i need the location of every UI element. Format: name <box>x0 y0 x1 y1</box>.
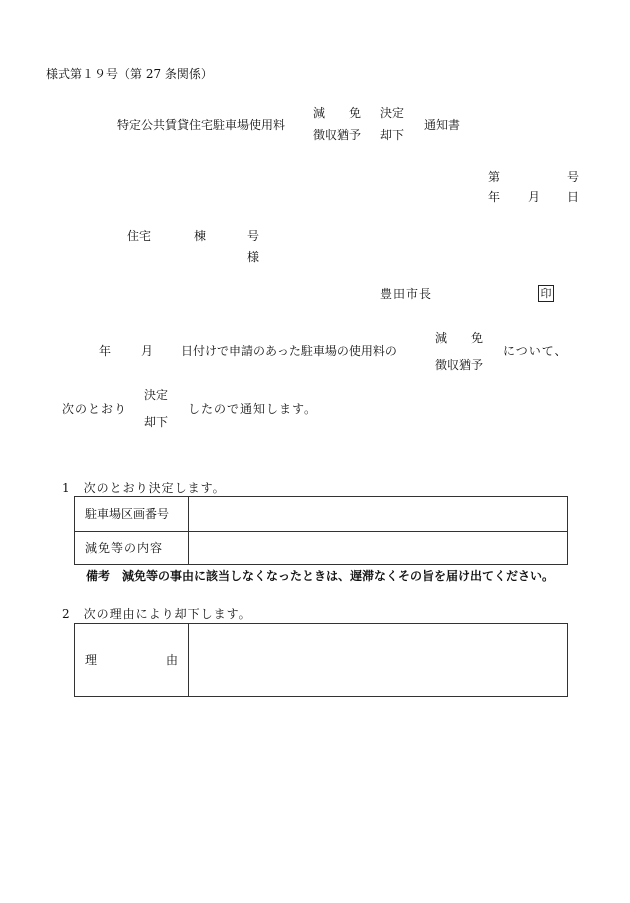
addressee-sama: 様 <box>247 250 260 264</box>
section1-note: 備考 減免等の事由に該当しなくなったときは、遅滞なくその旨を届け出てください。 <box>86 569 555 583</box>
date-day: 日 <box>567 190 580 204</box>
parking-lot-number-value <box>189 497 568 532</box>
rejection-table <box>74 623 568 697</box>
date-year: 年 <box>488 190 501 204</box>
body-text-3: 次のとおり <box>62 402 128 416</box>
body-text-2: について、 <box>503 344 568 358</box>
body-option-defer: 徴収猶予 <box>435 358 484 372</box>
body-option-reduce: 減 免 <box>435 331 484 345</box>
date-month: 月 <box>528 190 541 204</box>
reduction-content-label <box>75 532 189 565</box>
body-text-4: したので通知します。 <box>188 402 318 416</box>
reason-label <box>75 624 189 697</box>
body-option-decide: 決定 <box>144 388 169 402</box>
body-text-1: 日付けで申請のあった駐車場の使用料の <box>181 344 397 358</box>
doc-number-go: 号 <box>567 170 580 184</box>
title-option-reduce: 減 免 <box>313 106 362 120</box>
section1-heading: 1 次のとおり決定します。 <box>62 481 226 495</box>
decision-table <box>74 496 568 565</box>
body-option-reject: 却下 <box>144 415 169 429</box>
title-option-defer: 徴収猶予 <box>313 128 362 142</box>
reduction-content-label-text: 減免等の内容 <box>85 541 164 555</box>
seal-stamp: 印 <box>538 285 554 302</box>
reason-label-left: 理 <box>85 653 98 667</box>
reduction-content-value <box>189 532 568 565</box>
addressee-mune: 棟 <box>194 229 207 243</box>
title-suffix: 通知書 <box>424 118 461 132</box>
body-year: 年 <box>99 344 112 358</box>
parking-lot-number-label-text: 駐車場区画番号 <box>85 507 170 521</box>
title-prefix: 特定公共賃貸住宅駐車場使用料 <box>117 118 286 132</box>
section2-heading: 2 次の理由により却下します。 <box>62 607 252 621</box>
addressee-jutaku: 住宅 <box>127 229 152 243</box>
reason-label-right: 由 <box>165 653 178 667</box>
reason-value <box>189 624 568 697</box>
body-month: 月 <box>141 344 154 358</box>
sender-name: 豊田市長 <box>380 287 433 301</box>
addressee-go: 号 <box>247 229 260 243</box>
parking-lot-number-label <box>75 497 189 532</box>
doc-number-dai: 第 <box>488 170 501 184</box>
form-number: 様式第１９号（第 27 条関係） <box>46 67 213 81</box>
title-option-decide: 決定 <box>380 106 405 120</box>
title-option-reject: 却下 <box>380 128 405 142</box>
